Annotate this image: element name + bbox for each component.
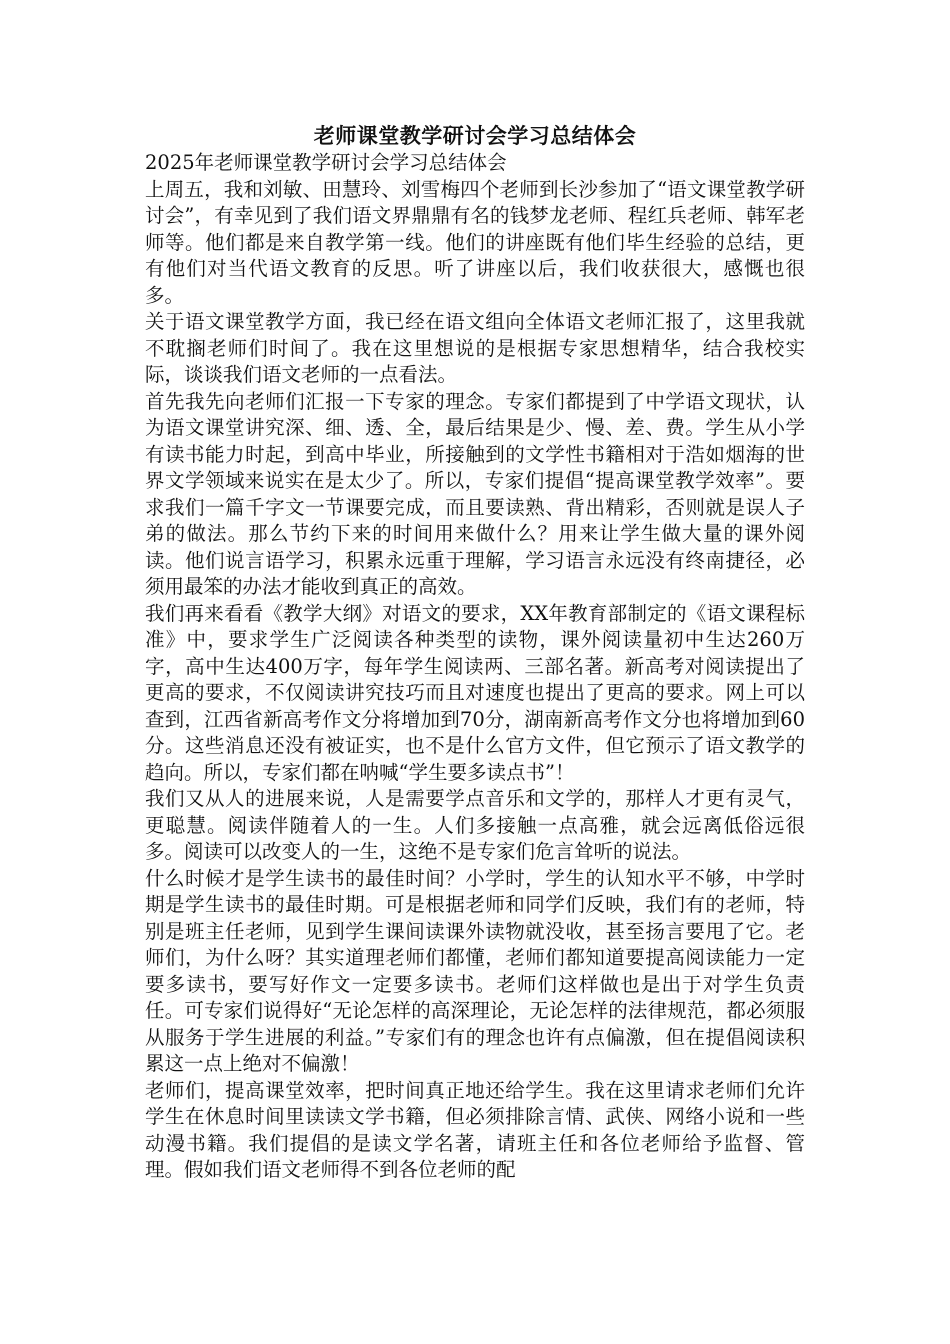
paragraph-6: 什么时候才是学生读书的最佳时间？小学时，学生的认知水平不够，中学时期是学生读书的最佳时期。可是根据老师和同学们反映，我们有的老师，特别是班主任老师，见到学生课间读课外读物就没收，甚至扬言要甩了它。老师们，为什么呀？其实道理老师们都懂，老师们都知道要提高阅读能力一定要多读书，要写好作文一定要多读书。老师们这样做也是出于对学生负责任。可专家们说得好“无论怎样的高深理论，无论怎样的法律规范，都必须服从服务于学生进展的利益。”专家们有的理念也许有点偏激，但在提倡阅读积累这一点上绝对不偏激！ [145, 866, 805, 1075]
paragraph-4: 我们再来看看《教学大纲》对语文的要求，XX年教育部制定的《语文课程标准》中，要求学生广泛阅读各种类型的读物，课外阅读量初中生达260万字，高中生达400万字，每年学生阅读两、三部名著。新高考对阅读提出了更高的要求，不仅阅读讲究技巧而且对速度也提出了更高的要求。网上可以查到，江西省新高考作文分将增加到70分，湖南新高考作文分也将增加到60分。这些消息还没有被证实，也不是什么官方文件，但它预示了语文教学的趋向。所以，专家们都在呐喊“学生要多读点书”！ [145, 601, 805, 784]
paragraph-1: 上周五，我和刘敏、田慧玲、刘雪梅四个老师到长沙参加了“语文课堂教学研讨会”，有幸见到了我们语文界鼎鼎有名的钱梦龙老师、程红兵老师、韩军老师等。他们都是来自教学第一线。他们的讲座既有他们毕生经验的总结，更有他们对当代语文教育的反思。听了讲座以后，我们收获很大，感慨也很多。 [145, 177, 805, 307]
document-subtitle: 2025年老师课堂教学研讨会学习总结体会 [145, 151, 507, 174]
paragraph-3: 首先我先向老师们汇报一下专家的理念。专家们都提到了中学语文现状，认为语文课堂讲究深、细、透、全，最后结果是少、慢、差、费。学生从小学有读书能力时起，到高中毕业，所接触到的文学性书籍相对于浩如烟海的世界文学领域来说实在是太少了。所以，专家们提倡“提高课堂教学效率”。要求我们一篇千字文一节课要完成，而且要读熟、背出精彩，否则就是误人子弟的做法。那么节约下来的时间用来做什么？用来让学生做大量的课外阅读。他们说言语学习，积累永远重于理解，学习语言永远没有终南捷径，必须用最笨的办法才能收到真正的高效。 [145, 389, 805, 598]
document-page [145, 122, 805, 1184]
paragraph-7: 老师们，提高课堂效率，把时间真正地还给学生。我在这里请求老师们允许学生在休息时间里读读文学书籍，但必须排除言情、武侠、网络小说和一些动漫书籍。我们提倡的是读文学名著，请班主任和各位老师给予监督、管理。假如我们语文老师得不到各位老师的配 [145, 1078, 805, 1181]
paragraph-2: 关于语文课堂教学方面，我已经在语文组向全体语文老师汇报了，这里我就不耽搁老师们时间了。我在这里想说的是根据专家思想精华，结合我校实际，谈谈我们语文老师的一点看法。 [145, 310, 805, 386]
document-title: 老师课堂教学研讨会学习总结体会 [313, 123, 637, 148]
paragraph-5: 我们又从人的进展来说，人是需要学点音乐和文学的，那样人才更有灵气，更聪慧。阅读伴随着人的一生。人们多接触一点高雅，就会远离低俗远很多。阅读可以改变人的一生，这绝不是专家们危言耸听的说法。 [145, 787, 805, 863]
